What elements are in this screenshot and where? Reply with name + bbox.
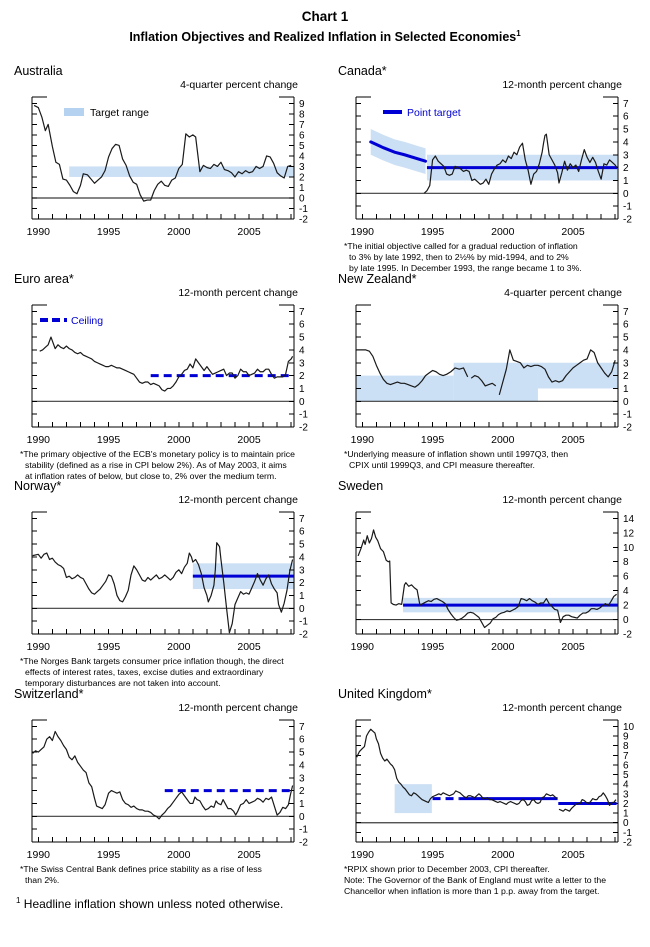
svg-text:2: 2 bbox=[299, 172, 305, 184]
page-subtitle bbox=[0, 29, 650, 44]
svg-text:-2: -2 bbox=[299, 629, 308, 641]
svg-text:10: 10 bbox=[623, 542, 635, 554]
inflation-series bbox=[33, 731, 293, 818]
svg-text:7: 7 bbox=[623, 98, 629, 110]
chart-svg-united-kingdom bbox=[338, 714, 644, 864]
svg-text:-2: -2 bbox=[623, 214, 632, 226]
footnote-norway-line-2: effects of interest rates, taxes, excise duties and extraordinary bbox=[25, 667, 264, 677]
svg-text:8: 8 bbox=[623, 741, 629, 753]
svg-text:-1: -1 bbox=[623, 409, 632, 421]
panel-euro-area bbox=[14, 272, 326, 482]
svg-text:7: 7 bbox=[299, 721, 305, 733]
svg-text:1995: 1995 bbox=[96, 849, 121, 861]
svg-text:1990: 1990 bbox=[26, 641, 51, 653]
footnote-euro-area-line-3: at inflation rates of below, but close to, 2% over the medium term. bbox=[25, 471, 277, 481]
panel-title-norway: Norway* bbox=[14, 479, 62, 493]
panel-sweden bbox=[338, 479, 650, 656]
svg-text:14: 14 bbox=[623, 513, 635, 525]
svg-text:2005: 2005 bbox=[561, 434, 585, 446]
y-axis-labels bbox=[623, 307, 632, 434]
svg-text:7: 7 bbox=[299, 119, 305, 131]
inflation-series bbox=[358, 530, 616, 628]
svg-text:4: 4 bbox=[623, 586, 629, 598]
x-axis-labels bbox=[27, 226, 261, 238]
footnote-norway-line-3: temporary disturbances are not taken into account. bbox=[25, 678, 221, 688]
footnote-switzerland-line-1: *The Swiss Central Bank defines price stability as a rise of less bbox=[20, 864, 262, 874]
svg-text:1995: 1995 bbox=[96, 641, 121, 653]
legend-australia bbox=[64, 107, 149, 119]
axis-frame bbox=[356, 512, 618, 634]
svg-text:-1: -1 bbox=[623, 201, 632, 213]
svg-text:2005: 2005 bbox=[237, 849, 261, 861]
svg-text:2005: 2005 bbox=[561, 226, 585, 238]
svg-text:1990: 1990 bbox=[350, 849, 375, 861]
y-axis-labels bbox=[623, 722, 635, 849]
footnote-norway-line-1: *The Norges Bank targets consumer price inflation though, the direct bbox=[20, 656, 284, 666]
x-axis-labels bbox=[27, 434, 261, 446]
svg-text:-1: -1 bbox=[299, 616, 308, 628]
axis-frame bbox=[356, 720, 618, 842]
svg-text:2: 2 bbox=[623, 163, 629, 175]
svg-text:6: 6 bbox=[623, 760, 629, 772]
svg-text:1990: 1990 bbox=[350, 434, 375, 446]
svg-text:1990: 1990 bbox=[26, 226, 51, 238]
svg-text:2005: 2005 bbox=[561, 641, 585, 653]
svg-text:2: 2 bbox=[299, 578, 305, 590]
unit-label-canada: 12-month percent change bbox=[502, 79, 622, 91]
svg-text:1: 1 bbox=[623, 175, 629, 187]
chart-svg-australia bbox=[14, 91, 320, 241]
svg-text:6: 6 bbox=[299, 130, 305, 142]
svg-text:1: 1 bbox=[299, 182, 305, 194]
svg-text:1: 1 bbox=[299, 798, 305, 810]
footnote-canada-line-3: by late 1995. In December 1993, the range became 1 to 3%. bbox=[349, 263, 582, 273]
svg-text:2005: 2005 bbox=[237, 226, 261, 238]
svg-text:3: 3 bbox=[623, 789, 629, 801]
svg-text:4: 4 bbox=[299, 552, 305, 564]
svg-text:1995: 1995 bbox=[420, 849, 445, 861]
svg-text:4: 4 bbox=[299, 345, 305, 357]
footnote-united-kingdom-line-3: Chancellor when inflation is more than 1 p.p. away from the target. bbox=[344, 886, 600, 896]
svg-text:5: 5 bbox=[299, 747, 305, 759]
panel-united-kingdom bbox=[338, 687, 650, 897]
svg-text:-1: -1 bbox=[299, 203, 308, 215]
svg-text:0: 0 bbox=[299, 811, 305, 823]
svg-text:2000: 2000 bbox=[491, 226, 515, 238]
page-subtitle-footnote-marker: 1 bbox=[516, 29, 521, 38]
svg-text:1990: 1990 bbox=[350, 641, 375, 653]
svg-text:4: 4 bbox=[299, 151, 305, 163]
svg-text:9: 9 bbox=[623, 731, 629, 743]
panel-title-australia: Australia bbox=[14, 64, 63, 78]
svg-text:2: 2 bbox=[623, 371, 629, 383]
svg-text:5: 5 bbox=[623, 332, 629, 344]
svg-text:1: 1 bbox=[623, 383, 629, 395]
svg-text:6: 6 bbox=[299, 319, 305, 331]
svg-text:Target range: Target range bbox=[90, 107, 149, 119]
footnote-canada-line-2: to 3% by late 1992, then to 2½% by mid-1994, and to 2% bbox=[349, 252, 569, 262]
svg-text:-2: -2 bbox=[299, 837, 308, 849]
svg-text:1995: 1995 bbox=[96, 226, 121, 238]
legend-canada bbox=[383, 107, 461, 119]
target-band bbox=[395, 784, 432, 813]
svg-text:7: 7 bbox=[623, 750, 629, 762]
x-axis-labels bbox=[351, 641, 585, 653]
svg-text:5: 5 bbox=[623, 770, 629, 782]
svg-text:1995: 1995 bbox=[420, 434, 445, 446]
svg-text:3: 3 bbox=[299, 161, 305, 173]
svg-text:7: 7 bbox=[299, 306, 305, 318]
y-axis-labels bbox=[623, 99, 632, 226]
svg-text:3: 3 bbox=[623, 358, 629, 370]
svg-text:0: 0 bbox=[623, 396, 629, 408]
axis-frame bbox=[32, 720, 294, 842]
svg-text:-1: -1 bbox=[299, 824, 308, 836]
svg-text:6: 6 bbox=[299, 734, 305, 746]
svg-text:Point target: Point target bbox=[407, 107, 461, 119]
svg-text:6: 6 bbox=[623, 111, 629, 123]
svg-text:-1: -1 bbox=[623, 827, 632, 839]
svg-text:-1: -1 bbox=[299, 409, 308, 421]
footnote-euro-area-line-1: *The primary objective of the ECB's monetary policy is to maintain price bbox=[20, 449, 295, 459]
y-axis-labels bbox=[623, 514, 635, 641]
svg-text:2000: 2000 bbox=[167, 434, 191, 446]
svg-text:1995: 1995 bbox=[420, 641, 445, 653]
footnote-canada-line-1: *The initial objective called for a gradual reduction of inflation bbox=[344, 241, 578, 251]
chart-svg-canada bbox=[338, 91, 644, 241]
svg-text:2000: 2000 bbox=[167, 849, 191, 861]
y-axis-labels bbox=[299, 722, 308, 849]
svg-text:6: 6 bbox=[299, 526, 305, 538]
panel-title-united-kingdom: United Kingdom* bbox=[338, 687, 432, 701]
unit-label-euro-area: 12-month percent change bbox=[178, 287, 298, 299]
panel-title-new-zealand: New Zealand* bbox=[338, 272, 417, 286]
panel-australia bbox=[14, 64, 326, 241]
unit-label-sweden: 12-month percent change bbox=[502, 494, 622, 506]
svg-text:-2: -2 bbox=[623, 422, 632, 434]
inflation-series bbox=[40, 337, 293, 391]
svg-text:0: 0 bbox=[299, 603, 305, 615]
page-title: Chart 1 bbox=[301, 9, 349, 24]
inflation-series bbox=[34, 105, 291, 201]
svg-text:2: 2 bbox=[623, 798, 629, 810]
svg-text:1990: 1990 bbox=[26, 434, 51, 446]
svg-text:3: 3 bbox=[299, 358, 305, 370]
svg-text:8: 8 bbox=[623, 557, 629, 569]
bottom-note-marker: 1 bbox=[16, 896, 21, 905]
svg-text:2000: 2000 bbox=[491, 849, 515, 861]
svg-text:7: 7 bbox=[623, 306, 629, 318]
svg-text:1: 1 bbox=[299, 383, 305, 395]
panel-title-canada: Canada* bbox=[338, 64, 387, 78]
target-band bbox=[356, 363, 618, 402]
panel-title-euro-area: Euro area* bbox=[14, 272, 74, 286]
svg-text:0: 0 bbox=[623, 818, 629, 830]
svg-text:3: 3 bbox=[623, 150, 629, 162]
svg-text:3: 3 bbox=[299, 773, 305, 785]
x-axis-labels bbox=[351, 434, 585, 446]
chart-svg-euro-area bbox=[14, 299, 320, 449]
footnote-united-kingdom-line-1: *RPIX shown prior to December 2003, CPI thereafter. bbox=[344, 864, 550, 874]
chart-svg-norway bbox=[14, 506, 320, 656]
footnote-switzerland-line-2: than 2%. bbox=[25, 875, 60, 885]
svg-text:5: 5 bbox=[299, 332, 305, 344]
svg-text:2: 2 bbox=[299, 786, 305, 798]
svg-text:7: 7 bbox=[299, 513, 305, 525]
chart-svg-sweden bbox=[338, 506, 644, 656]
chart-svg-new-zealand bbox=[338, 299, 644, 449]
target-range-swatch bbox=[64, 108, 84, 116]
svg-text:3: 3 bbox=[299, 565, 305, 577]
svg-text:1: 1 bbox=[299, 590, 305, 602]
svg-text:8: 8 bbox=[299, 109, 305, 121]
svg-text:2005: 2005 bbox=[237, 434, 261, 446]
page-subtitle-text: Inflation Objectives and Realized Inflation in Selected Economies bbox=[129, 30, 517, 45]
panel-canada bbox=[338, 64, 650, 274]
svg-text:1995: 1995 bbox=[96, 434, 121, 446]
svg-text:-2: -2 bbox=[623, 837, 632, 849]
footnote-euro-area-line-2: stability (defined as a rise in CPI below 2%). As of May 2003, it aims bbox=[25, 460, 287, 470]
svg-text:1: 1 bbox=[623, 808, 629, 820]
unit-label-new-zealand: 4-quarter percent change bbox=[504, 287, 622, 299]
svg-text:2000: 2000 bbox=[167, 226, 191, 238]
svg-text:12: 12 bbox=[623, 528, 635, 540]
panel-title-switzerland: Switzerland* bbox=[14, 687, 84, 701]
svg-text:5: 5 bbox=[299, 539, 305, 551]
panel-title-sweden: Sweden bbox=[338, 479, 384, 493]
bottom-note-text: Headline inflation shown unless noted otherwise. bbox=[20, 897, 284, 911]
svg-text:2000: 2000 bbox=[491, 434, 515, 446]
unit-label-united-kingdom: 12-month percent change bbox=[502, 702, 622, 714]
svg-text:2: 2 bbox=[299, 371, 305, 383]
y-axis-labels bbox=[299, 307, 308, 434]
svg-text:10: 10 bbox=[623, 721, 635, 733]
svg-text:4: 4 bbox=[623, 345, 629, 357]
svg-text:9: 9 bbox=[299, 98, 305, 110]
svg-text:-2: -2 bbox=[623, 629, 632, 641]
svg-text:2000: 2000 bbox=[491, 641, 515, 653]
footnote-new-zealand-line-1: *Underlying measure of inflation shown until 1997Q3, then bbox=[344, 449, 569, 459]
svg-text:4: 4 bbox=[299, 760, 305, 772]
panel-switzerland bbox=[14, 687, 326, 886]
svg-text:1990: 1990 bbox=[26, 849, 51, 861]
svg-text:2000: 2000 bbox=[167, 641, 191, 653]
svg-text:0: 0 bbox=[299, 396, 305, 408]
x-axis-labels bbox=[351, 849, 585, 861]
unit-label-australia: 4-quarter percent change bbox=[180, 79, 298, 91]
svg-text:5: 5 bbox=[623, 124, 629, 136]
chart-svg-switzerland bbox=[14, 714, 320, 864]
svg-text:1990: 1990 bbox=[350, 226, 375, 238]
y-axis-labels bbox=[299, 514, 308, 641]
svg-text:0: 0 bbox=[299, 193, 305, 205]
unit-label-switzerland: 12-month percent change bbox=[178, 702, 298, 714]
svg-text:-2: -2 bbox=[299, 214, 308, 226]
svg-text:6: 6 bbox=[623, 571, 629, 583]
svg-text:2005: 2005 bbox=[561, 849, 585, 861]
x-axis-labels bbox=[351, 226, 585, 238]
footnote-united-kingdom-line-2: Note: The Governor of the Bank of England must write a letter to the bbox=[344, 875, 607, 885]
svg-text:2: 2 bbox=[623, 600, 629, 612]
svg-text:5: 5 bbox=[299, 140, 305, 152]
legend-euro-area bbox=[40, 315, 103, 327]
svg-text:1995: 1995 bbox=[420, 226, 445, 238]
svg-text:2005: 2005 bbox=[237, 641, 261, 653]
svg-text:0: 0 bbox=[623, 188, 629, 200]
panel-new-zealand bbox=[338, 272, 650, 471]
svg-text:0: 0 bbox=[623, 615, 629, 627]
panel-norway bbox=[14, 479, 326, 689]
svg-text:6: 6 bbox=[623, 319, 629, 331]
unit-label-norway: 12-month percent change bbox=[178, 494, 298, 506]
svg-text:-2: -2 bbox=[299, 422, 308, 434]
svg-text:Ceiling: Ceiling bbox=[71, 315, 104, 327]
x-axis-labels bbox=[27, 849, 261, 861]
svg-text:4: 4 bbox=[623, 779, 629, 791]
x-axis-labels bbox=[27, 641, 261, 653]
footnote-new-zealand-line-2: CPIX until 1999Q3, and CPI measure thereafter. bbox=[349, 460, 535, 470]
y-axis-labels bbox=[299, 99, 308, 226]
bottom-note bbox=[16, 896, 283, 911]
svg-text:4: 4 bbox=[623, 137, 629, 149]
